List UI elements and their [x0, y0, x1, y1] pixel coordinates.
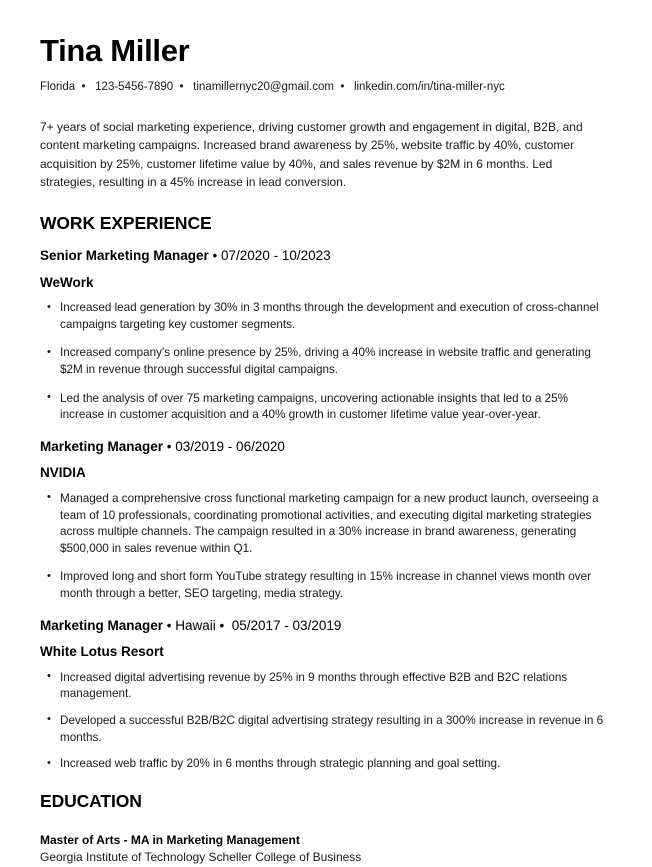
job-bullet: • Increased company's online presence by 25%, driving a 40% increase in website traffic and generating $2M in revenue through successful digital campaigns. — [40, 345, 612, 378]
education-degree: Master of Arts - MA in Marketing Management — [40, 832, 300, 847]
job-bullet: • Managed a comprehensive cross functional marketing campaign for a new product launch, overseeing a team of 10 professionals, coordinating promotional activities, and executing digital marketing strategies across multiple channels. The campaign resulted in a 30% increase in brand awareness, generating $500,000 in sales revenue within Q1. — [40, 491, 612, 557]
job-role: Senior Marketing Manager — [40, 248, 209, 264]
job-bullet: • Improved long and short form YouTube strategy resulting in 15% increase in channel views month over month through a better, SEO targeting, media strategy. — [40, 569, 612, 602]
job-title-line — [40, 438, 612, 456]
education-school: Georgia Institute of Technology Scheller College of Business — [40, 850, 362, 865]
job-bullet: • Developed a successful B2B/B2C digital advertising strategy resulting in a 300% increase in revenue in 6 months. — [40, 713, 612, 746]
job-bullet-list — [40, 491, 612, 603]
job-entry — [40, 617, 612, 773]
job-bullet: • Increased digital advertising revenue by 25% in 9 months through effective B2B and B2C relations management. — [40, 670, 612, 703]
professional-summary: 7+ years of social marketing experience, driving customer growth and engagement in digital, B2B, and content marketing campaigns. Increased brand awareness by 25%, website traffic by 40%, customer acquisition by 25%, customer lifetime value by 40%, and sales revenue by $2M in 6 months. Led strategies, resulting in a 45% increase in lead conversion. — [40, 120, 583, 189]
job-bullet: • Increased lead generation by 30% in 3 months through the development and execution of cross-channel campaigns targeting key customer segments. — [40, 300, 612, 333]
education-entry — [40, 832, 612, 867]
job-entry — [40, 438, 612, 603]
job-title-line — [40, 617, 612, 635]
job-meta: • 03/2019 - 06/2020 — [163, 438, 285, 454]
candidate-name: Tina Miller — [40, 33, 190, 68]
job-company: WeWork — [40, 274, 94, 290]
job-title-line — [40, 247, 612, 265]
job-bullet: • Increased web traffic by 20% in 6 months through strategic planning and goal setting. — [40, 756, 612, 773]
job-entry — [40, 247, 612, 424]
contact-info-line: Florida • 123-5456-7890 • tinamillernyc20@gmail.com • linkedin.com/in/tina-miller-nyc — [40, 81, 505, 94]
section-heading-education: EDUCATION — [40, 790, 142, 811]
job-role: Marketing Manager — [40, 438, 164, 454]
job-meta: • Hawaii • 05/2017 - 03/2019 — [163, 617, 342, 633]
job-company: NVIDIA — [40, 465, 86, 481]
job-role: Marketing Manager — [40, 617, 164, 633]
job-meta: • 07/2020 - 10/2023 — [208, 248, 331, 264]
section-heading-work-experience: WORK EXPERIENCE — [40, 213, 212, 234]
job-bullet-list — [40, 300, 612, 424]
job-bullet: • Led the analysis of over 75 marketing campaigns, uncovering actionable insights that led to a 25% increase in customer acquisition and a 40% growth in customer lifetime value year-over-year. — [40, 391, 612, 424]
job-bullet-list — [40, 670, 612, 773]
job-company: White Lotus Resort — [40, 644, 164, 660]
